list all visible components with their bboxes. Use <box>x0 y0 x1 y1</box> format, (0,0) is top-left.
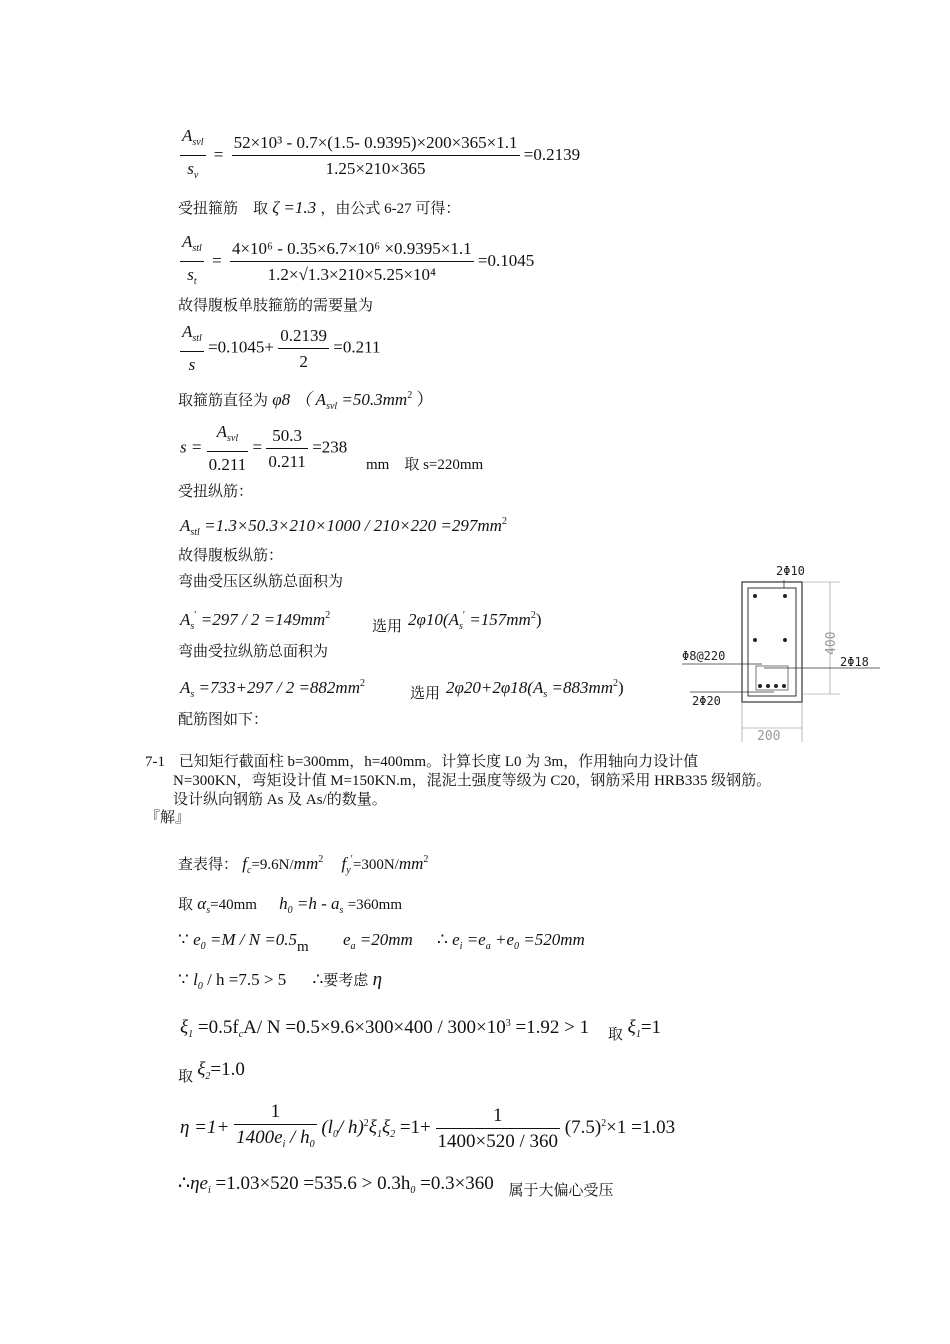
rebar-diagram <box>680 560 890 745</box>
consider-text: 要考虑 <box>323 973 369 989</box>
final-eq: ηe <box>190 1173 208 1194</box>
s-lhs: s = <box>180 437 203 457</box>
eq-astl-st: $\frac{A_{stl}}{s_t}$ = $\frac{\text{4×10⁶ - 0.35×6.7×10⁶ ×0.9395×1.1}}{\text{1.2×√1.3×210×5.25×10⁴}}$ =0.1045 <box>180 232 534 292</box>
s-unit: mm 取 s=220mm <box>366 457 484 473</box>
solution-heading: 『解』 <box>145 810 191 826</box>
as-eq: =733+297 / 2 =882mm <box>198 678 360 697</box>
astl-eq: =1.3×50.3×210×1000 / 210×220 =297mm <box>204 516 502 535</box>
eq-s: s = $\frac{A_{svl}}{0.211}$ = $\frac{50.3}{0.211}$ =238 <box>180 422 348 474</box>
diagram-height: 400 <box>824 631 839 655</box>
ei-val: =e <box>466 930 486 949</box>
e0-line: ∵ $e_0 =M / N =0.5m$ $e_a =20mm$ ∴ $e_i =e_a +e_0 =520mm$ <box>178 930 585 955</box>
astl-mid: =0.1045+ <box>208 337 275 357</box>
alpha-line: 取 $\alpha_s=40mm$ $h_0 =h - a_s =360mm$ <box>178 894 402 916</box>
e0-val: =M / N =0.5 <box>209 930 298 949</box>
frac-lhs2: $\frac{A_{stl}}{s_t}$ <box>182 232 202 287</box>
problem-num: 7-1 <box>145 754 165 770</box>
astl-frac-den: 2 <box>299 351 308 371</box>
final-val: =1.03×520 =535.6 > 0.3h <box>215 1173 411 1194</box>
stirrup-outline <box>748 588 796 696</box>
eta-tail2: ×1 =1.03 <box>606 1116 676 1138</box>
eta-line: η =1+ $\frac{1}{1400e_i / h_0}$ ($l_0/$ $h)^2\xi_1\xi_2 =1+$ $\frac{1}{1400\times 520 / 360}$ $(7.5)^2\times 1 =1.03$ <box>180 1101 676 1152</box>
eta-den2: 1400×520 / 360 <box>437 1130 559 1152</box>
sub-v: v <box>193 170 199 181</box>
xi1-take-val: =1 <box>640 1017 662 1038</box>
rebar-top-right <box>783 594 787 598</box>
eta-paren2: / h) <box>337 1116 364 1138</box>
numerator2: 4×10⁶ - 0.35×6.7×10⁶ ×0.9395×1.1 <box>230 239 474 262</box>
eq-as-prime: $A_s' =297 / 2 =149mm^2$ <box>180 610 331 632</box>
fc-val: =9.6N/ <box>251 857 294 873</box>
ea-val: =20mm <box>359 930 413 949</box>
astl-result: =0.211 <box>333 337 381 357</box>
sub-stl: stl <box>192 243 202 254</box>
eq-astl: $A_{stl} =1.3\times 50.3\times 210\times 1000 / 210\times 220 =297mm^2$ <box>180 516 507 538</box>
phi8-close: ） <box>416 390 434 409</box>
phi8-area: （ A <box>294 390 327 409</box>
diagram-stirrup: Φ8@220 <box>682 649 726 663</box>
s-frac2-den: 0.211 <box>268 451 306 471</box>
take-xi1: 取 <box>607 1027 623 1043</box>
take-text: 取 <box>178 897 194 913</box>
sub-t: t <box>193 276 197 287</box>
eta-num2: 1 <box>436 1106 561 1129</box>
web-need-text: 故得腹板单肢箍筋的需要量为 <box>178 298 374 314</box>
alpha-val: =40mm <box>210 897 257 913</box>
sel1-val: 2φ10(A <box>408 610 459 629</box>
sym-s: s <box>187 159 194 178</box>
e0-unit: m <box>297 939 309 955</box>
sel2-label: 选用 <box>410 686 441 702</box>
xi1-res: =1.92 > 1 <box>515 1017 590 1038</box>
problem-line1 <box>145 752 698 772</box>
eta-tail: (7.5) <box>564 1116 602 1138</box>
phi8-area-sub: svl <box>326 401 338 412</box>
web-long-text: 故得腹板纵筋： <box>178 548 284 564</box>
rebar-bottom-4 <box>782 684 786 688</box>
xi1-mid: A/ N =0.5×9.6×300×400 / 300×10 <box>243 1017 506 1038</box>
rebar-bottom-2 <box>766 684 770 688</box>
lookup-line: 查表得： $f_c=9.6N/mm^2$ $f_y'=300N/mm^2$ <box>178 854 429 876</box>
eta-eq: η =1+ <box>180 1116 230 1138</box>
final-note: 属于大偏心受压 <box>508 1183 614 1199</box>
sel1-tail: =157mm <box>469 610 531 629</box>
xi2-val: =1.0 <box>210 1059 245 1080</box>
torsion-text2: ，由公式 6-27 可得： <box>320 201 461 217</box>
eta-paren: (l <box>321 1116 333 1138</box>
sel2-tail: =883mm <box>551 678 614 697</box>
frac-rhs <box>232 133 520 179</box>
zeta-value: ζ =1.3 <box>272 198 317 217</box>
numerator: 52×10³ - 0.7×(1.5- 0.9395)×200×365×1.1 <box>232 133 520 156</box>
tens-text: 弯曲受拉纵筋总面积为 <box>178 644 329 660</box>
torsion-text: 受扭箍筋 取 <box>178 201 269 217</box>
torsion-line <box>178 198 460 219</box>
rebar-bottom-1 <box>758 684 762 688</box>
final-tail: =0.3×360 <box>420 1173 494 1194</box>
lookup-text: 查表得： <box>178 857 239 873</box>
frac-lhs <box>180 126 206 186</box>
denominator2: 1.2×√1.3×210×5.25×10⁴ <box>267 265 436 284</box>
denominator: 1.25×210×365 <box>325 159 426 178</box>
ei-res: =520mm <box>523 930 585 949</box>
final-line: $\therefore\eta e_i =1.03\times 520 =535.6 > 0.3h_0 =0.3\times 360$ $_{属于大偏心受压}$ <box>178 1173 614 1199</box>
sel1-label: 选用 <box>372 619 403 635</box>
eq-astl-s: $\frac{A_{stl}}{s}$ =0.1045+ $\frac{0.2139}{2}$ =0.211 <box>182 322 381 374</box>
sym-a: A <box>182 126 193 145</box>
result2: =0.1045 <box>477 250 535 270</box>
diagram-top-bar: 2Φ10 <box>776 564 805 578</box>
section-outline <box>742 582 802 702</box>
xi1-eq: =0.5f <box>197 1017 239 1038</box>
astl-frac-num: 0.2139 <box>278 326 329 349</box>
s-frac1-den: 0.211 <box>208 455 247 474</box>
problem-text2: N=300KN，弯矩设计值 M=150KN.m，混泥土强度等级为 C20，钢筋采用 HRB335 级钢筋。 <box>173 773 772 789</box>
s-result: =238 <box>312 437 348 457</box>
equals: = <box>213 144 224 164</box>
eta-xi1: ξ <box>368 1116 377 1138</box>
sel2-val: 2φ20+2φ18(A <box>446 678 544 697</box>
diagram-side-bar: 2Φ18 <box>840 655 869 669</box>
rebar-top-left <box>753 594 757 598</box>
frac-rhs2 <box>230 239 474 285</box>
diagram-bottom-bar: 2Φ20 <box>692 694 721 708</box>
eta-mid: =1+ <box>399 1116 431 1138</box>
l0h-val: / h =7.5 > 5 <box>207 970 287 989</box>
fig-text: 配筋图如下： <box>178 712 269 728</box>
diagram-width: 200 <box>757 729 781 744</box>
rebar-mid-left <box>753 638 757 642</box>
sub-svl: svl <box>192 137 204 148</box>
stirrup-dia-line: 取箍筋直径为 φ8 （ $A_{svl} =50.3mm^2$ ） <box>178 390 434 412</box>
sel2: $2\varphi 20+2\varphi 18(A_s =883mm^2)$ <box>446 678 624 700</box>
take2-text: 取 <box>178 1069 194 1085</box>
rebar-mid-right <box>783 638 787 642</box>
eq-as: $A_s =733+297 / 2 =882mm^2$ <box>180 678 365 700</box>
l0-sym: l <box>193 970 198 989</box>
phi8-area-val: =50.3mm <box>337 390 408 409</box>
h0-res: =360mm <box>347 897 402 913</box>
xi1-line: $\xi_1 =0.5f_cA/$ $N =0.5\times 9.6\times 300\times 400 / 300\times 10^3 =1.92 > 1$ $_取$ $\xi_1=1$ <box>180 1017 662 1043</box>
s-frac2-num: 50.3 <box>266 426 308 449</box>
ei-plus: +e <box>494 930 515 949</box>
eta-den: 1400e <box>236 1127 283 1148</box>
h0-val: =h - a <box>296 894 340 913</box>
problem-text1: 已知矩行截面柱 b=300mm，h=400mm。计算长度 L0 为 3m，作用轴向力设计值 <box>178 754 699 770</box>
stirrup-dia-text: 取箍筋直径为 <box>178 393 269 409</box>
comp-text: 弯曲受压区纵筋总面积为 <box>178 574 344 590</box>
eta-num: 1 <box>234 1102 317 1125</box>
sel1: $2\varphi 10(A_s' =157mm^2)$ <box>408 610 542 632</box>
rebar-bottom-3 <box>774 684 778 688</box>
eta-sym: η <box>372 969 382 990</box>
result: =0.2139 <box>523 144 581 164</box>
xi2-line: 取 $\xi_2=1.0$ <box>178 1059 245 1085</box>
phi8: φ8 <box>272 390 291 409</box>
problem-text3: 设计纵向钢筋 As 及 As/的数量。 <box>173 792 387 808</box>
eq-asvl-sv <box>180 126 580 186</box>
long-text: 受扭纵筋： <box>178 484 254 500</box>
e0-sym: e <box>193 930 201 949</box>
fy-val: =300N/ <box>352 857 399 873</box>
s-frac1-sub: svl <box>227 433 239 444</box>
l0h-line: ∵ $l_0 / h =7.5 > 5$ ∴要考虑 η <box>178 969 382 992</box>
as-prime-eq: =297 / 2 =149mm <box>200 610 326 629</box>
